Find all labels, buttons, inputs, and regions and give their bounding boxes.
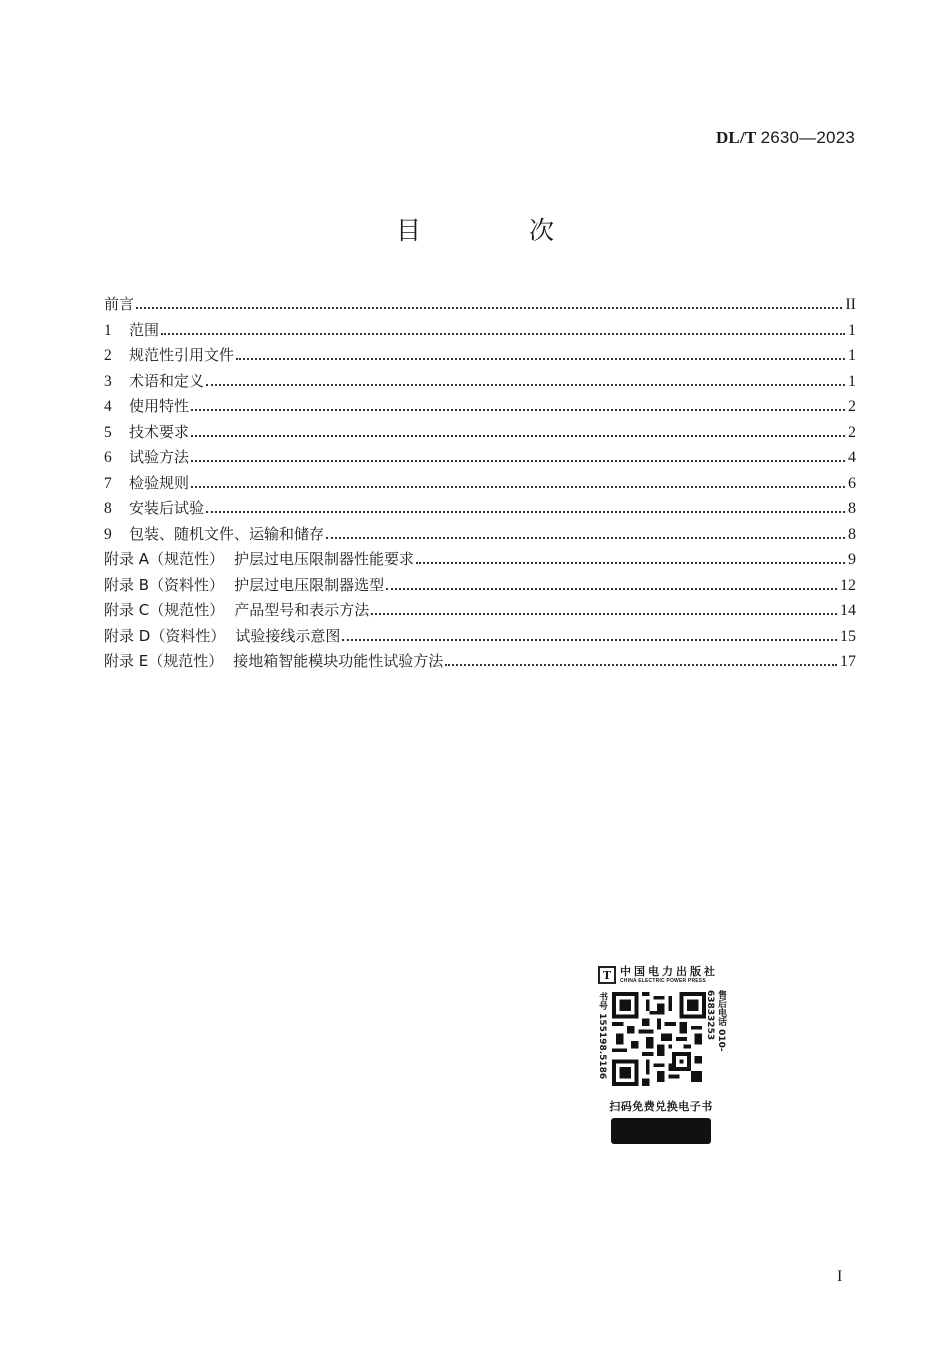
annex-title: 护层过电压限制器选型 xyxy=(234,575,385,594)
qr-sticker xyxy=(598,962,724,1136)
toc-number: 8 xyxy=(104,500,112,517)
annex-label: 附录 E（规范性） xyxy=(104,652,224,670)
standard-code xyxy=(716,128,855,148)
dot-leader xyxy=(386,587,837,590)
redacted-code-block xyxy=(611,1118,711,1144)
toc-page: 12 xyxy=(840,576,856,594)
toc-number: 4 xyxy=(104,398,112,415)
publisher-logo-icon: T xyxy=(598,966,616,984)
toc-annex-entry[interactable] xyxy=(104,573,856,599)
toc-entry[interactable] xyxy=(104,343,856,369)
toc-number: 2 xyxy=(104,347,112,364)
standard-prefix: DL/T xyxy=(715,128,757,147)
dot-leader xyxy=(136,306,842,309)
toc-entry[interactable] xyxy=(104,420,856,446)
toc-page: 15 xyxy=(840,627,856,645)
publisher-name-cn: 中国电力出版社 xyxy=(620,964,718,978)
toc-label: 技术要求 xyxy=(129,422,190,441)
page-title: 目 次 xyxy=(396,216,604,245)
toc-number: 5 xyxy=(104,423,112,441)
dot-leader xyxy=(206,383,845,386)
dot-leader xyxy=(191,485,845,488)
after-sales-phone: 售后电话 010-63833253 xyxy=(705,990,726,1052)
dot-leader xyxy=(416,561,845,564)
toc-number: 3 xyxy=(104,372,112,390)
toc-label: 前言 xyxy=(104,295,135,313)
standard-number: 2630—2023 xyxy=(760,128,855,147)
toc-page: 2 xyxy=(848,423,856,441)
dot-leader xyxy=(191,434,845,437)
publisher-name-en: CHINA ELECTRIC POWER PRESS xyxy=(620,977,706,984)
toc-page: 4 xyxy=(848,449,856,466)
publisher-header xyxy=(598,962,724,988)
toc-label: 规范性引用文件 xyxy=(129,346,235,364)
toc-number: 7 xyxy=(104,474,112,492)
book-number: 书号 155198.5186 xyxy=(597,992,607,1080)
dot-leader xyxy=(445,663,837,666)
toc-page: 17 xyxy=(840,653,856,670)
toc-annex-entry[interactable] xyxy=(104,547,856,573)
dot-leader xyxy=(161,332,845,335)
scan-instruction: 扫码免费兑换电子书 xyxy=(609,1100,713,1113)
annex-title: 产品型号和表示方法 xyxy=(234,601,370,619)
toc-page: II xyxy=(845,296,856,313)
toc-page: 6 xyxy=(848,474,856,492)
toc-entry[interactable] xyxy=(104,471,856,497)
toc-annex-entry[interactable] xyxy=(104,624,856,650)
toc-label: 检验规则 xyxy=(129,473,190,492)
toc-page: 8 xyxy=(848,500,856,517)
table-of-contents xyxy=(104,292,856,675)
dot-leader xyxy=(191,459,845,462)
toc-page: 14 xyxy=(840,602,856,619)
annex-title: 试验接线示意图 xyxy=(235,626,341,645)
toc-label: 试验方法 xyxy=(129,448,190,466)
toc-label: 范围 xyxy=(129,320,160,339)
toc-entry[interactable] xyxy=(104,369,856,395)
dot-leader xyxy=(371,612,837,615)
annex-label: 附录 B（资料性） xyxy=(104,575,225,594)
toc-page: 1 xyxy=(848,347,856,364)
toc-annex-entry[interactable] xyxy=(104,649,856,675)
annex-title: 接地箱智能模块功能性试验方法 xyxy=(233,652,444,670)
toc-number: 6 xyxy=(104,449,112,466)
qr-code-icon[interactable] xyxy=(612,992,706,1086)
annex-label: 附录 C（规范性） xyxy=(104,601,225,619)
toc-label: 使用特性 xyxy=(129,397,190,415)
toc-page: 8 xyxy=(848,525,856,543)
toc-entry[interactable] xyxy=(104,318,856,344)
toc-number: 9 xyxy=(104,525,112,543)
toc-label: 术语和定义 xyxy=(129,371,205,390)
toc-annex-entry[interactable] xyxy=(104,598,856,624)
toc-page: 1 xyxy=(848,321,856,339)
dot-leader xyxy=(326,536,845,539)
toc-entry[interactable] xyxy=(104,522,856,548)
toc-entry[interactable] xyxy=(104,445,856,471)
toc-label: 包装、随机文件、运输和储存 xyxy=(129,524,325,543)
dot-leader xyxy=(191,408,845,411)
dot-leader xyxy=(236,357,845,360)
annex-title: 护层过电压限制器性能要求 xyxy=(234,550,415,568)
toc-entry[interactable] xyxy=(104,394,856,420)
toc-entry[interactable] xyxy=(104,496,856,522)
toc-number: 1 xyxy=(104,321,112,339)
toc-page: 2 xyxy=(848,398,856,415)
dot-leader xyxy=(206,510,845,513)
annex-label: 附录 D（资料性） xyxy=(104,626,226,645)
toc-page: 1 xyxy=(848,372,856,390)
dot-leader xyxy=(342,638,837,641)
toc-entry-foreword[interactable] xyxy=(104,292,856,318)
toc-page: 9 xyxy=(848,551,856,568)
toc-label: 安装后试验 xyxy=(129,499,205,517)
page-number: I xyxy=(837,1268,843,1285)
annex-label: 附录 A（规范性） xyxy=(104,550,225,568)
